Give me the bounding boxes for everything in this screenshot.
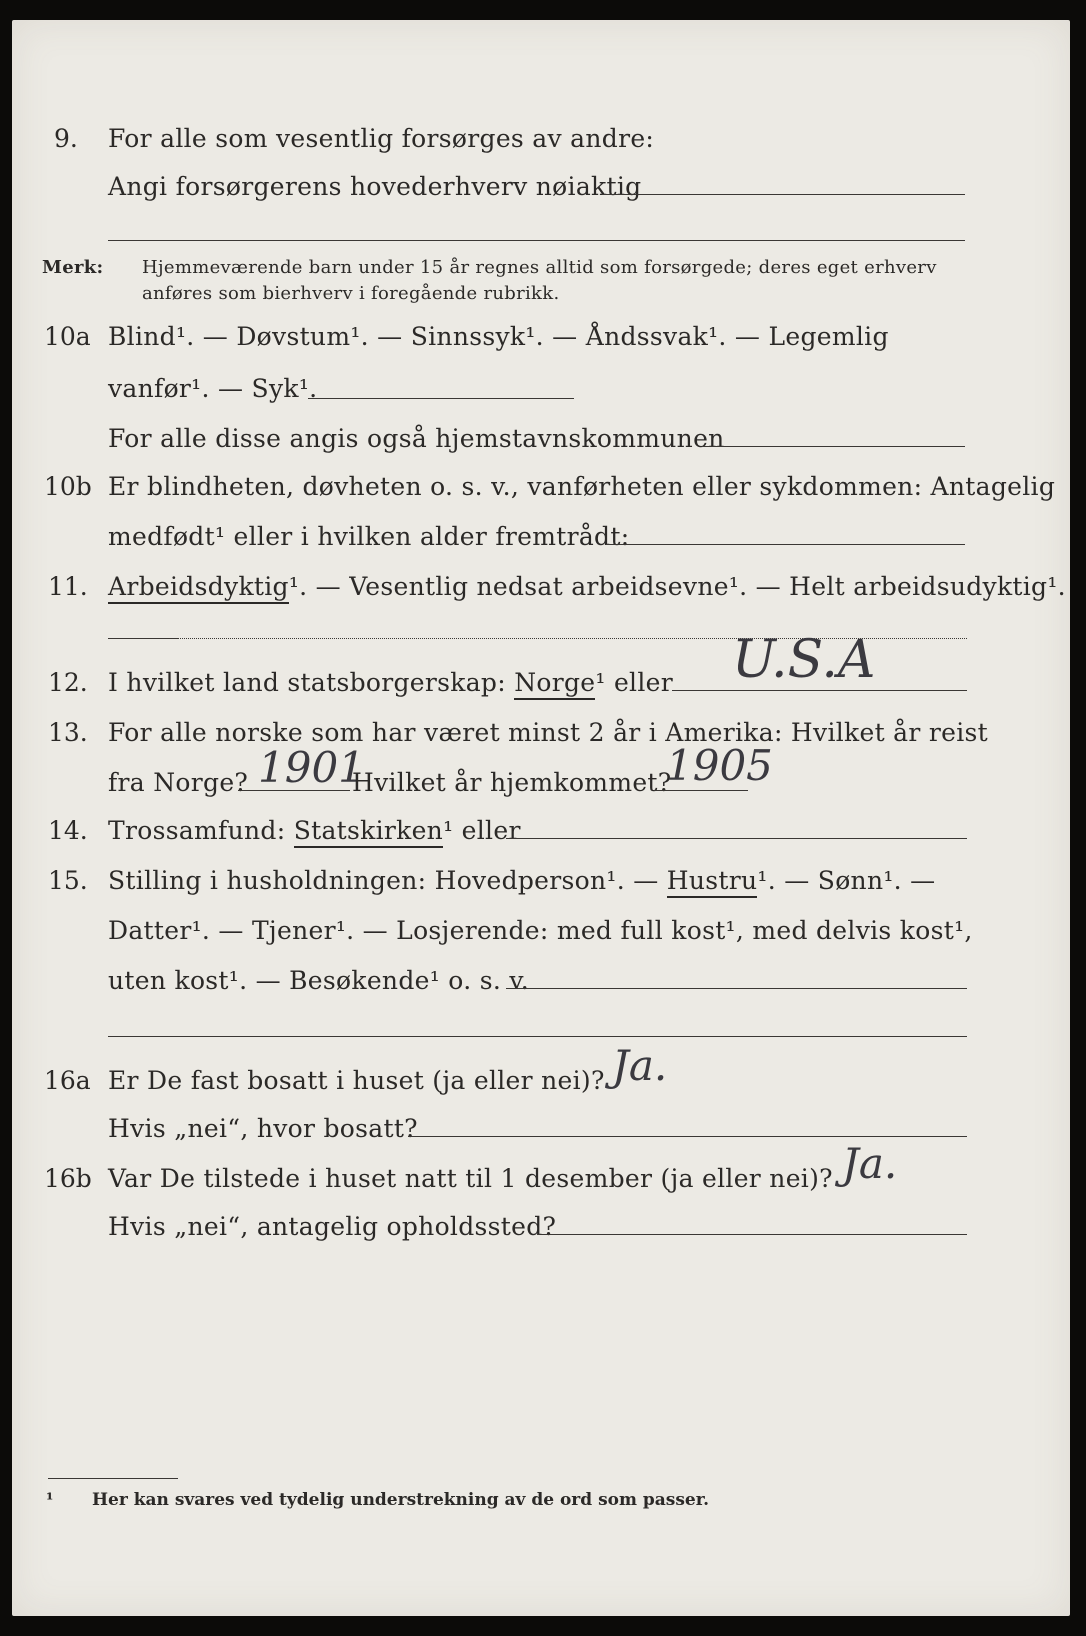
- q14-underlined-option: Statskirken: [294, 816, 443, 848]
- q9-line2: Angi forsørgerens hovederhverv nøiaktig: [108, 172, 642, 201]
- q10a-line3: For alle disse angis også hjemstavnskommunen: [108, 424, 725, 453]
- q14-answer-line: [506, 838, 967, 839]
- q15-question: Stilling i husholdningen: Hovedperson¹. —: [108, 866, 659, 895]
- q15-post: ¹. — Sønn¹. —: [757, 866, 936, 895]
- q11-line: [108, 572, 1066, 602]
- q16a-number: 16a: [44, 1066, 91, 1095]
- q13-pre: fra Norge?: [108, 768, 249, 797]
- q11-rest: ¹. — Vesentlig nedsat arbeidsevne¹. — Helt arbeidsudyktig¹.: [288, 572, 1066, 601]
- q12-underlined-option: Norge: [514, 668, 595, 700]
- q13-mid: Hvilket år hjemkommet?: [352, 768, 672, 797]
- q9-number: 9.: [54, 124, 78, 153]
- footnote-mark: ¹: [46, 1490, 54, 1510]
- merk-line2: anføres som bierhverv i foregående rubrikk.: [142, 283, 560, 304]
- q11-underlined-option: Arbeidsdyktig: [108, 572, 289, 604]
- q12-number: 12.: [48, 668, 88, 697]
- q16b-handwritten-answer: Ja.: [842, 1139, 898, 1188]
- q16a-line1: Er De fast bosatt i huset (ja eller nei)?: [108, 1066, 605, 1095]
- q15-answer-line: [506, 988, 967, 989]
- footnote-text: Her kan svares ved tydelig understrekning av de ord som passer.: [92, 1490, 710, 1510]
- q12-handwritten-answer: U.S.A: [732, 630, 876, 690]
- q15-number: 15.: [48, 866, 88, 895]
- q13-number: 13.: [48, 718, 88, 747]
- q11-number: 11.: [48, 572, 88, 601]
- q13-answer2-line: [654, 790, 748, 791]
- q15-rule: [108, 1036, 967, 1037]
- q16a-line2: Hvis „nei“, hvor bosatt?: [108, 1114, 418, 1143]
- q16a-answer-line: [408, 1136, 967, 1137]
- merk-label: Merk:: [42, 257, 104, 278]
- q16b-answer-line: [538, 1234, 967, 1235]
- q12-answer-line: [672, 690, 967, 691]
- q13-handwritten-year-return: 1905: [666, 741, 773, 790]
- q9-rule: [108, 240, 965, 241]
- q12-line: [108, 668, 673, 698]
- q10b-answer-line: [606, 544, 965, 545]
- q15-line2: Datter¹. — Tjener¹. — Losjerende: med full kost¹, med delvis kost¹,: [108, 916, 973, 945]
- q9-line1: For alle som vesentlig forsørges av andre:: [108, 124, 655, 153]
- form-page: [12, 20, 1070, 1616]
- q10a-number: 10a: [44, 322, 91, 351]
- q16b-line2: Hvis „nei“, antagelig opholdssted?: [108, 1212, 557, 1241]
- q10a-syk-line: [308, 398, 574, 399]
- footnote-rule: [48, 1478, 178, 1479]
- q14-question: Trossamfund:: [108, 816, 286, 845]
- q12-question: I hvilket land statsborgerskap:: [108, 668, 506, 697]
- q10b-number: 10b: [44, 472, 92, 501]
- q15-line3: uten kost¹. — Besøkende¹ o. s. v.: [108, 966, 530, 995]
- q13-line1: For alle norske som har været minst 2 år i Amerika: Hvilket år reist: [108, 718, 989, 747]
- q13-handwritten-year-left: 1901: [258, 743, 365, 792]
- q10a-line1: Blind¹. — Døvstum¹. — Sinnssyk¹. — Åndssvak¹. — Legemlig: [108, 322, 889, 351]
- q15-line1: [108, 866, 935, 896]
- q14-line: [108, 816, 521, 846]
- merk-line1: Hjemmeværende barn under 15 år regnes alltid som forsørgede; deres eget erhverv: [142, 257, 937, 278]
- q10b-line2: medfødt¹ eller i hvilken alder fremtrådt:: [108, 522, 630, 551]
- q16b-number: 16b: [44, 1164, 92, 1193]
- q10a-line2: vanfør¹. — Syk¹.: [108, 374, 318, 403]
- q12-post: ¹ eller: [595, 668, 673, 697]
- q9-answer-line: [602, 194, 965, 195]
- q14-post: ¹ eller: [443, 816, 521, 845]
- q11-rule-left: [108, 638, 178, 639]
- q10b-line1: Er blindheten, døvheten o. s. v., vanførheten eller sykdommen: Antagelig: [108, 472, 1056, 501]
- q14-number: 14.: [48, 816, 88, 845]
- q16a-handwritten-answer: Ja.: [612, 1041, 668, 1090]
- q10a-answer-line: [702, 446, 965, 447]
- q16b-line1: Var De tilstede i huset natt til 1 desember (ja eller nei)?: [108, 1164, 833, 1193]
- q15-underlined-option: Hustru: [667, 866, 758, 898]
